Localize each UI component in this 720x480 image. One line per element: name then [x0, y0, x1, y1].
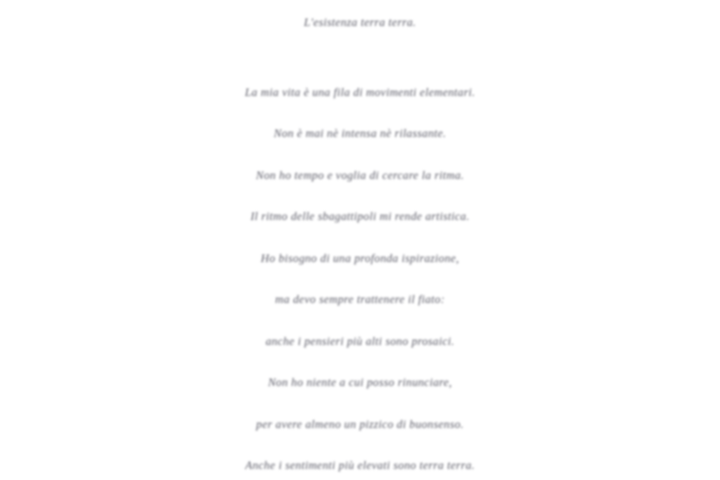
poem-line: anche i pensieri più alti sono prosaici.	[265, 335, 455, 348]
poem-line: Non ho niente a cui posso rinunciare,	[267, 377, 453, 389]
poem-line: Non ho tempo e voglia di cercare la ritma.	[255, 169, 465, 182]
poem-line: ma devo sempre trattenere il fiato:	[275, 294, 445, 306]
poem-line: Il ritmo delle sbagattipoli mi rende artistica.	[250, 211, 470, 223]
poem-line: Non è mai nè intensa nè rilassante.	[273, 128, 447, 140]
poem-line: La mia vita è una fila di movimenti elementari.	[244, 86, 476, 99]
poem-line: per avere almeno un pizzico di buonsenso.	[256, 418, 464, 431]
poem-line: Anche i sentimenti più elevati sono terra terra.	[245, 460, 475, 472]
poem-line: Ho bisogno di una profonda ispirazione,	[260, 252, 460, 265]
poem-title-line: L'esistenza terra terra.	[303, 17, 417, 29]
